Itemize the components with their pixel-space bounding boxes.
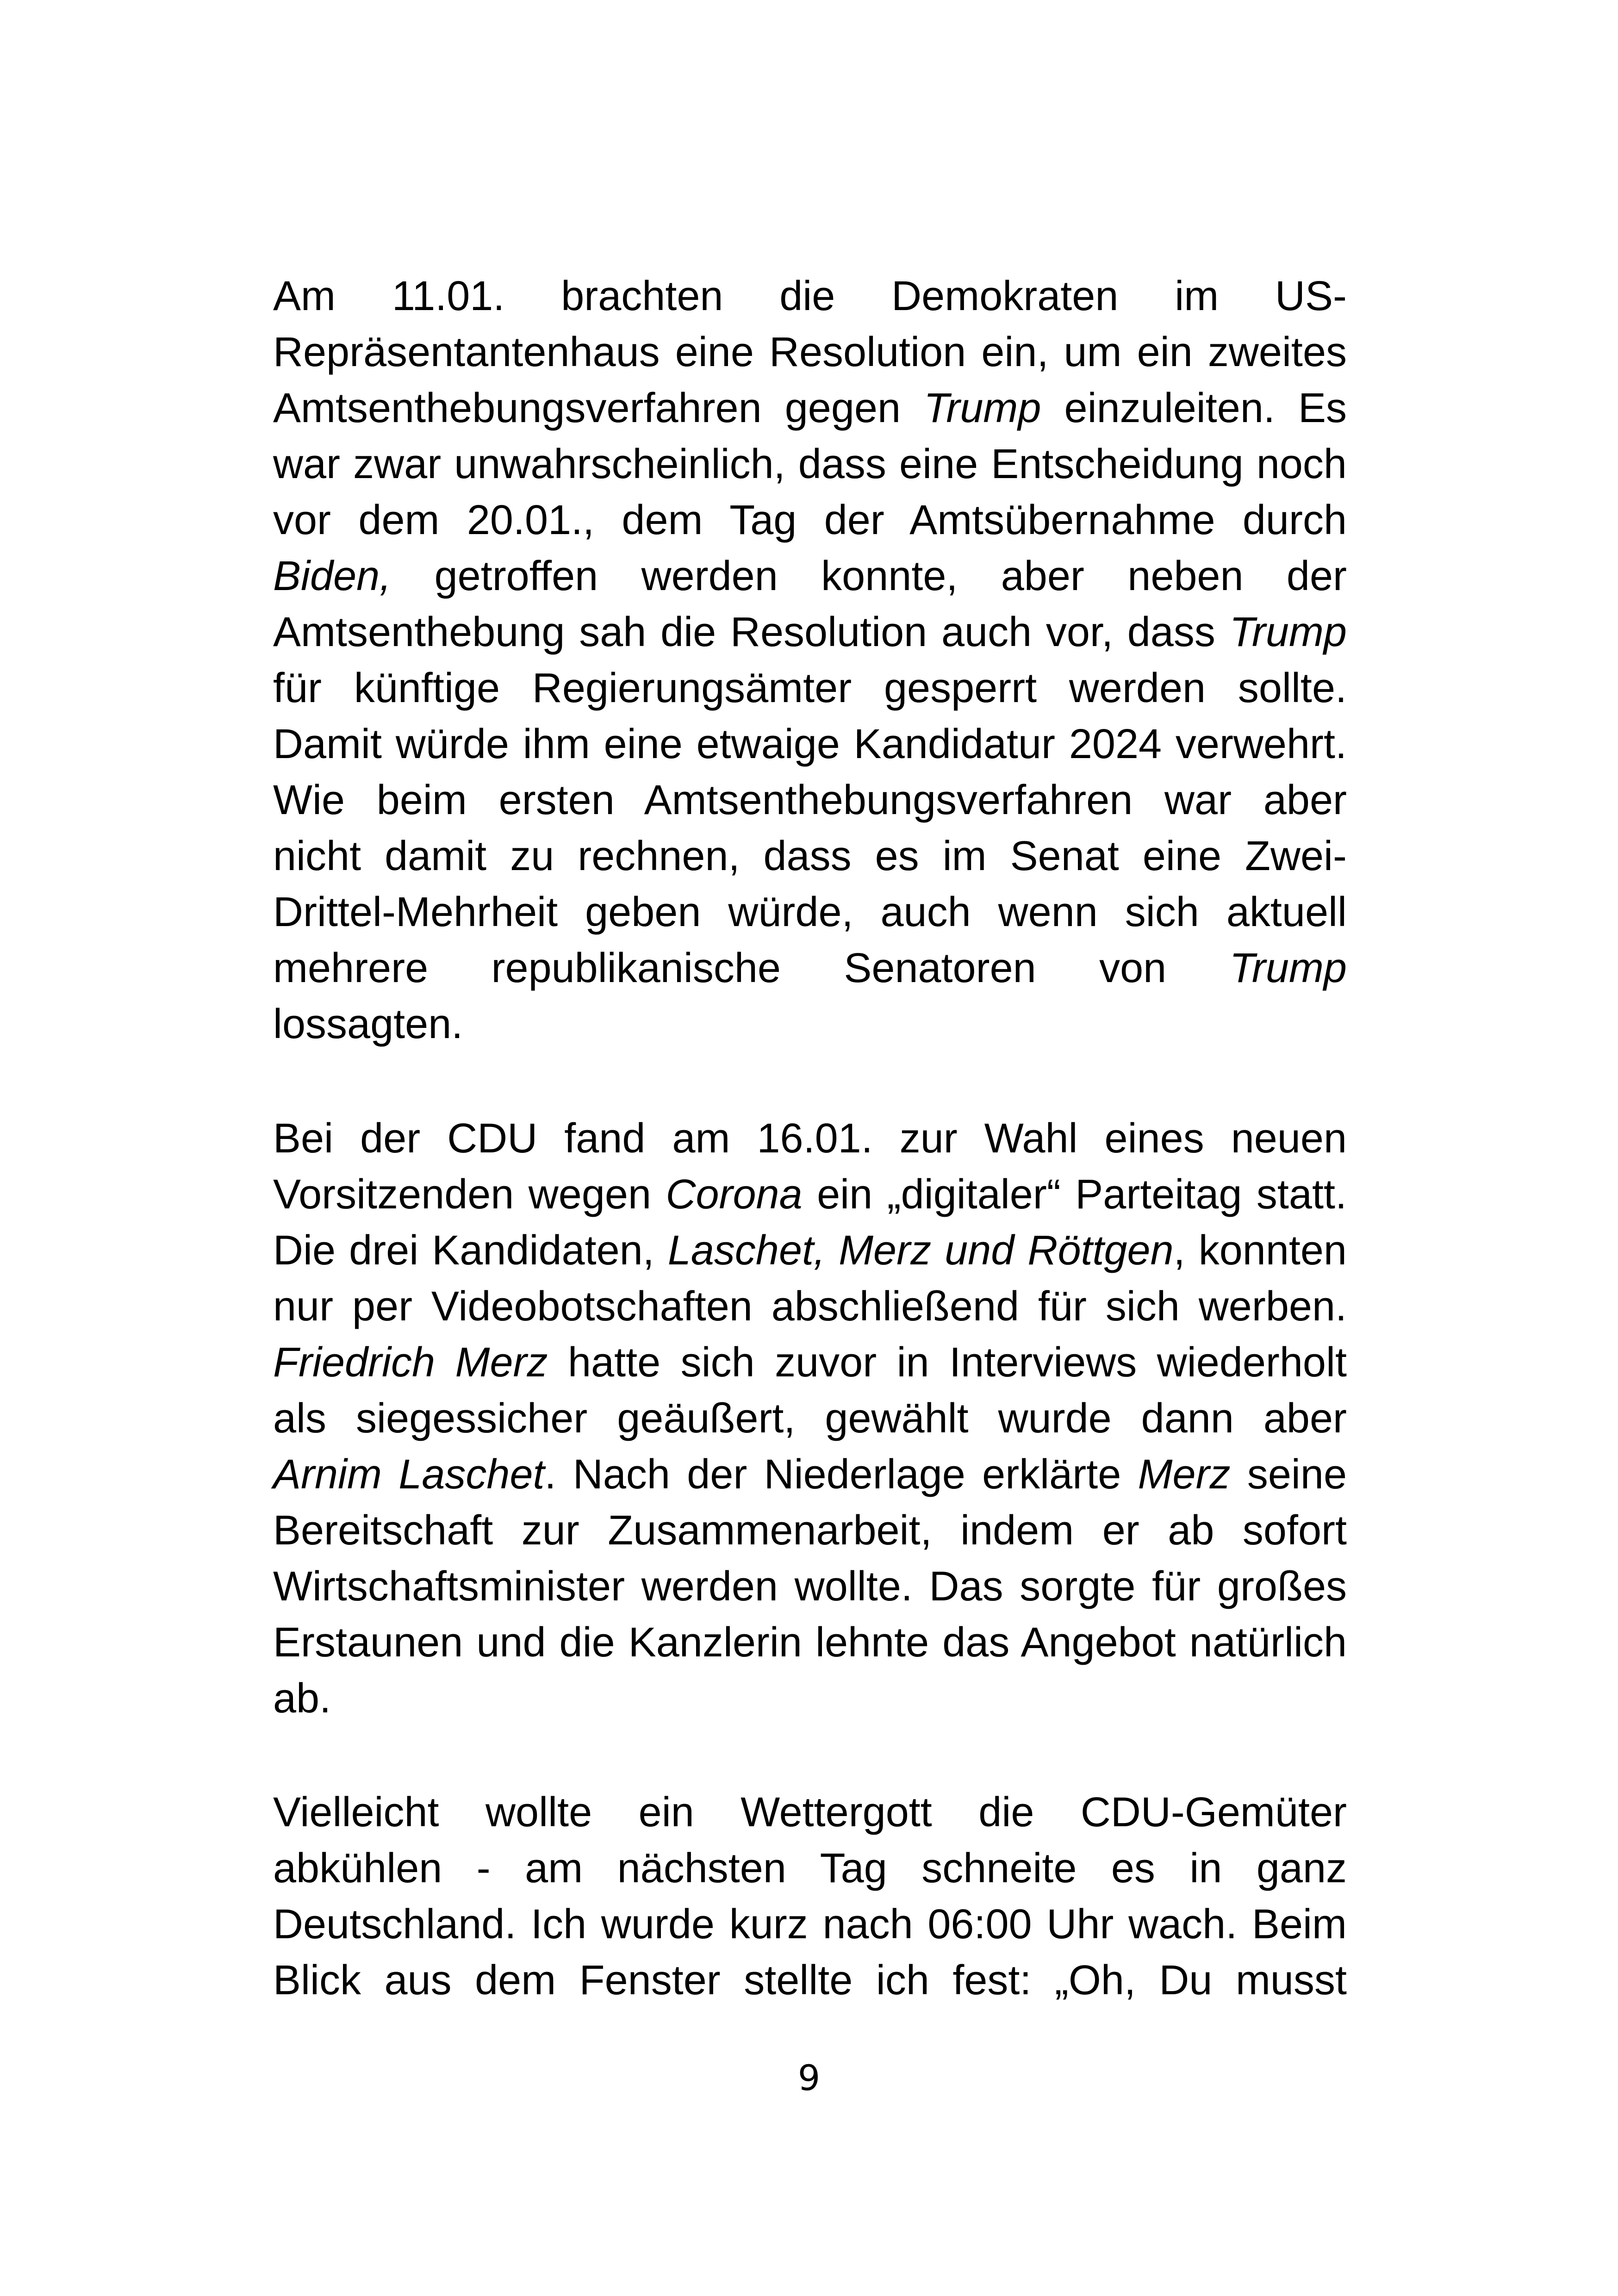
text-line: Wirtschaftsminister werden wollte. Das sorgte für großes bbox=[273, 1563, 1347, 1610]
italic-name: Trump bbox=[1229, 609, 1347, 655]
text-line: Bei der CDU fand am 16.01. zur Wahl eines neuen bbox=[273, 1115, 1347, 1162]
text-line: Damit würde ihm eine etwaige Kandidatur 2024 verwehrt. bbox=[273, 721, 1347, 767]
paragraph-3 bbox=[273, 1785, 1347, 2009]
text-line: Bereitschaft zur Zusammenarbeit, indem er ab sofort bbox=[273, 1507, 1347, 1554]
text-line: Friedrich Merz hatte sich zuvor in Interviews wiederholt bbox=[273, 1339, 1347, 1386]
paragraph-1 bbox=[273, 268, 1347, 1052]
text-line: lossagten. bbox=[273, 1001, 463, 1047]
text-line: Vielleicht wollte ein Wettergott die CDU-Gemüter bbox=[273, 1789, 1347, 1836]
text-line: abkühlen - am nächsten Tag schneite es in ganz bbox=[273, 1845, 1347, 1892]
italic-name: Laschet, Merz und Röttgen bbox=[667, 1227, 1174, 1274]
italic-name: Biden, bbox=[273, 553, 392, 599]
italic-name: Friedrich Merz bbox=[273, 1339, 548, 1386]
text-line: mehrere republikanische Senatoren von Trump bbox=[273, 945, 1347, 991]
italic-name: Trump bbox=[924, 385, 1041, 431]
text-line: ab. bbox=[273, 1675, 331, 1722]
paragraph-2 bbox=[273, 1111, 1347, 1727]
text-line: Amtsenthebungsverfahren gegen Trump einzuleiten. Es bbox=[273, 385, 1347, 431]
text-line: vor dem 20.01., dem Tag der Amtsübernahme durch bbox=[273, 497, 1347, 543]
text-line: Die drei Kandidaten, Laschet, Merz und Röttgen, konnten bbox=[273, 1227, 1347, 1274]
text-line: Vorsitzenden wegen Corona ein „digitaler“ Parteitag statt. bbox=[273, 1171, 1347, 1218]
page-number: 9 bbox=[797, 2057, 821, 2098]
text-line: nur per Videobotschaften abschließend für sich werben. bbox=[273, 1283, 1347, 1330]
text-line: für künftige Regierungsämter gesperrt werden sollte. bbox=[273, 665, 1347, 711]
text-line: Drittel-Mehrheit geben würde, auch wenn sich aktuell bbox=[273, 889, 1347, 935]
italic-name: Arnim Laschet bbox=[273, 1451, 545, 1498]
text-line: Am 11.01. brachten die Demokraten im US- bbox=[273, 273, 1347, 319]
text-line: Deutschland. Ich wurde kurz nach 06:00 Uhr wach. Beim bbox=[273, 1901, 1347, 1948]
text-line: Blick aus dem Fenster stellte ich fest: „Oh, Du musst bbox=[273, 1957, 1347, 2004]
text-line: Wie beim ersten Amtsenthebungsverfahren war aber bbox=[273, 777, 1347, 823]
italic-name: Merz bbox=[1138, 1451, 1231, 1498]
text-line: nicht damit zu rechnen, dass es im Senat eine Zwei- bbox=[273, 833, 1347, 879]
text-line: Arnim Laschet. Nach der Niederlage erklärte Merz seine bbox=[273, 1451, 1347, 1498]
text-line: war zwar unwahrscheinlich, dass eine Entscheidung noch bbox=[273, 441, 1347, 487]
text-line: Repräsentantenhaus eine Resolution ein, um ein zweites bbox=[273, 329, 1347, 375]
text-line: als siegessicher geäußert, gewählt wurde dann aber bbox=[273, 1395, 1347, 1442]
text-line: Biden, getroffen werden konnte, aber neben der bbox=[273, 553, 1347, 599]
italic-name: Corona bbox=[666, 1171, 803, 1218]
italic-name: Trump bbox=[1229, 945, 1347, 991]
text-line: Amtsenthebung sah die Resolution auch vor, dass Trump bbox=[273, 609, 1347, 655]
text-line: Erstaunen und die Kanzlerin lehnte das Angebot natürlich bbox=[273, 1619, 1347, 1666]
